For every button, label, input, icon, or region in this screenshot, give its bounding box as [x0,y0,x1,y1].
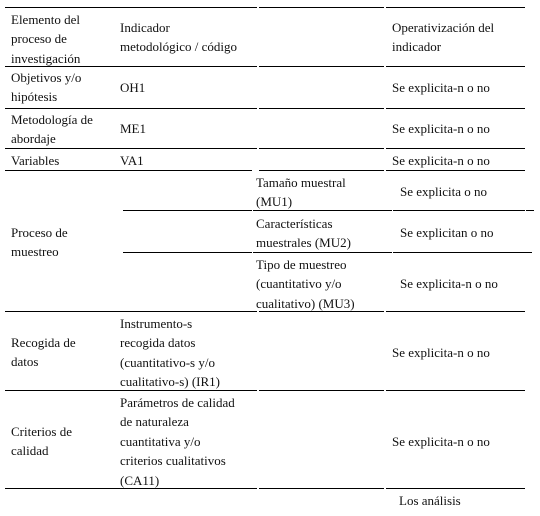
indicator-line: (cuantitativo-s y/o [120,354,215,370]
row-recogida-element [11,333,76,372]
element-line: calidad [11,443,49,459]
table-rule [259,390,384,391]
row-metodologia-element [11,110,93,149]
table-rule [259,488,384,489]
table-rule [5,390,114,391]
row-metodologia-operation: Se explicita-n o no [392,121,490,136]
indicator-line: cuantitativa y/o [120,433,201,449]
indicator-line: Instrumento-s [120,316,193,331]
row-muestreo-tamano-indicator [256,173,346,212]
row-criterios-indicator [120,393,235,490]
table-rule [5,108,114,109]
indicator-line: cualitativo) (MU3) [256,295,355,311]
table-rule [386,66,525,67]
table-rule [386,488,525,489]
row-objetivos-element [11,68,81,107]
row-analisis-operation: Los análisis [399,493,461,508]
header-operation-line: Operativización del [392,20,495,35]
indicator-line: (MU1) [256,194,293,210]
indicator-line: (CA11) [120,472,160,488]
table-rule [386,7,525,8]
row-recogida-indicator [120,314,220,392]
header-element-line: proceso de [11,31,67,47]
header-operation-line: indicador [392,39,442,55]
row-muestreo-element [11,223,68,262]
row-variables-indicator: VA1 [120,153,144,168]
table-rule [259,108,384,109]
table-rule [386,311,525,312]
row-muestreo-tipo-operation: Se explicita-n o no [400,276,498,291]
indicator-line: Tipo de muestreo [256,257,347,272]
row-recogida-operation: Se explicita-n o no [392,345,490,360]
row-objetivos-indicator: OH1 [120,80,146,95]
element-line: Objetivos y/o [11,70,82,85]
element-line: muestreo [11,244,59,260]
table-rule [259,66,384,67]
table-rule [5,488,114,489]
row-muestreo-tamano-operation: Se explicita o no [400,184,488,199]
element-line: Proceso de [11,225,68,240]
table-rule [114,108,257,109]
table-rule [5,7,114,8]
header-operation-column [392,18,494,57]
header-indicator-line: metodológico / código [120,39,237,55]
element-line: abordaje [11,131,56,147]
row-objetivos-operation: Se explicita-n o no [392,80,490,95]
table-rule [386,108,525,109]
indicator-line: Parámetros de calidad [120,395,235,410]
indicator-line: (cuantitativo y/o [256,276,342,292]
row-metodologia-indicator: ME1 [120,121,146,136]
row-criterios-operation: Se explicita-n o no [392,434,490,449]
table-rule [526,210,534,211]
element-line: hipótesis [11,89,58,105]
table-rule [259,7,384,8]
table-rule [259,148,384,149]
row-muestreo-caracteristicas-operation: Se explicitan o no [400,225,494,240]
element-line: Criterios de [11,424,73,439]
table-rule [393,252,532,253]
header-indicator-line: Indicador [120,20,170,35]
header-element-line: Elemento del [11,12,80,27]
header-indicator-column [120,18,237,57]
table-rule [123,252,252,253]
table-rule [114,311,257,312]
table-rule [123,210,252,211]
indicator-line: muestrales (MU2) [256,235,351,251]
row-criterios-element [11,422,72,461]
indicator-line: de naturaleza [120,414,189,430]
row-variables-operation: Se explicita-n o no [392,153,490,168]
table-rule [114,7,257,8]
indicator-line: Características [256,216,333,231]
row-muestreo-caracteristicas-indicator [256,214,351,253]
table-rule [259,170,384,171]
header-element-column [11,10,80,68]
table-rule [114,66,257,67]
header-element-line: investigación [11,50,81,66]
table-rule [393,210,525,211]
table-rule [386,148,525,149]
element-line: Recogida de [11,335,76,350]
table-rule [5,311,114,312]
row-muestreo-tipo-indicator [256,255,355,313]
table-rule [114,148,257,149]
indicator-line: Tamaño muestral [256,175,346,190]
indicator-line: cualitativo-s) (IR1) [120,374,220,390]
element-line: Metodología de [11,112,93,127]
element-line: datos [11,354,39,370]
indicator-line: criterios cualitativos [120,453,226,469]
table-rule [386,390,525,391]
indicator-line: recogida datos [120,335,196,351]
row-variables-element: Variables [11,153,60,168]
